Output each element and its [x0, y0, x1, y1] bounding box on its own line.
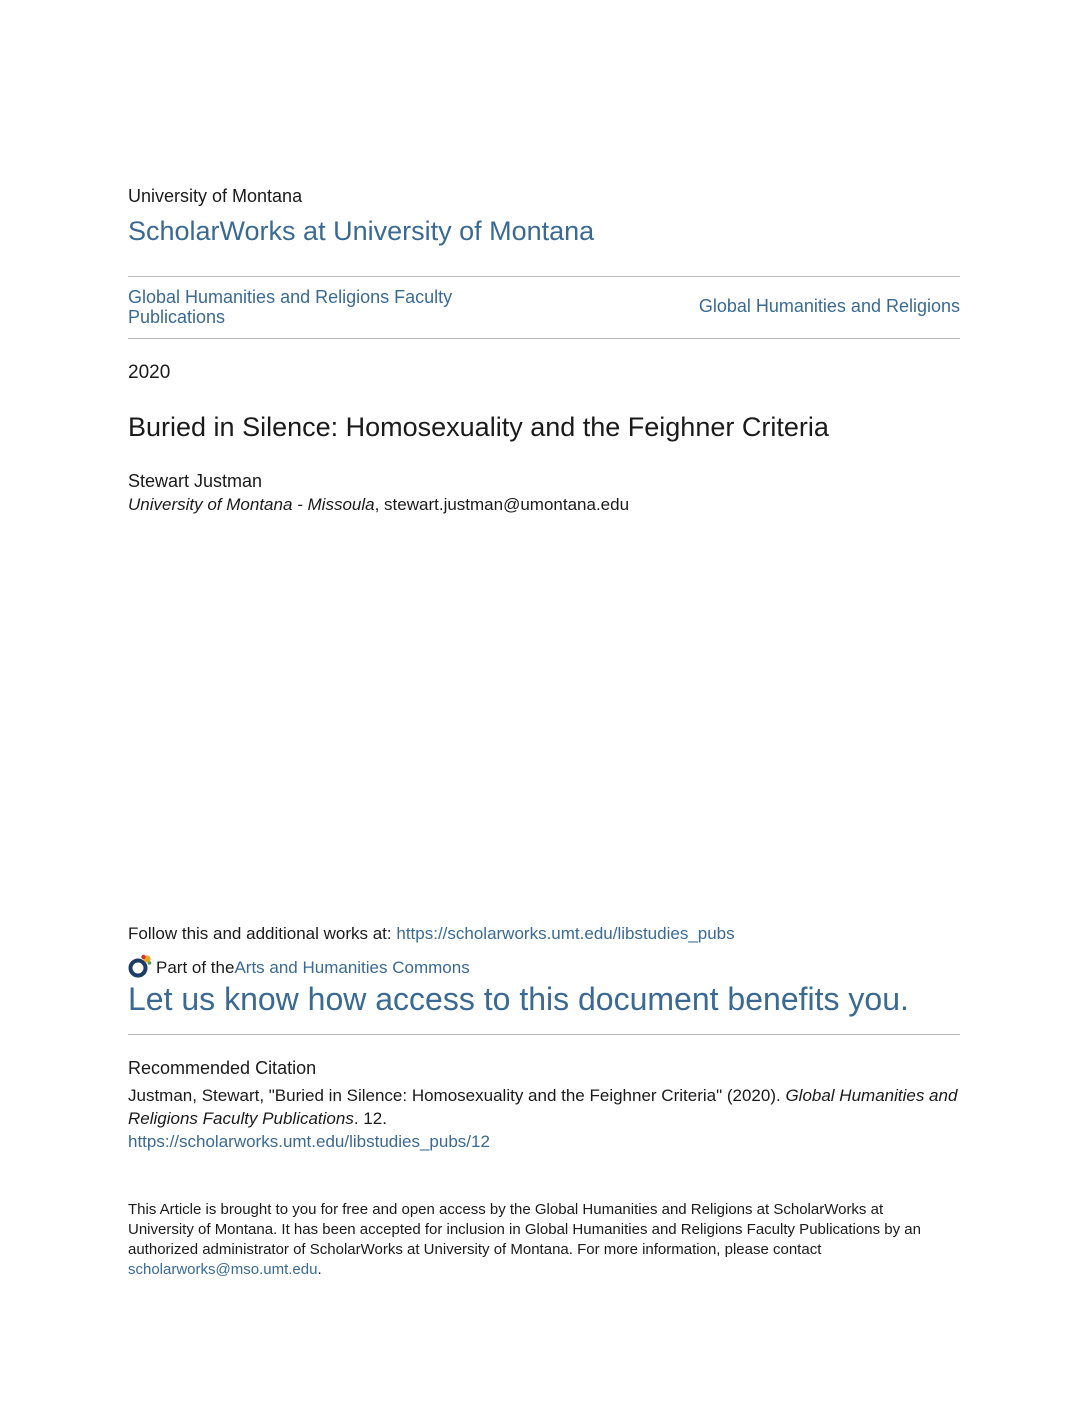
- contact-email-link[interactable]: scholarworks@mso.umt.edu: [128, 1261, 318, 1278]
- follow-url-link[interactable]: https://scholarworks.umt.edu/libstudies_pubs: [396, 924, 735, 943]
- author-email: stewart.justman@umontana.edu: [384, 495, 630, 514]
- follow-line: [128, 924, 735, 944]
- repository-link[interactable]: ScholarWorks at University of Montana: [128, 216, 595, 246]
- notice-end: .: [317, 1261, 322, 1278]
- access-notice: [128, 1200, 948, 1280]
- top-rule: [128, 276, 960, 277]
- commons-link[interactable]: Arts and Humanities Commons: [234, 958, 470, 977]
- header-bottom-rule: [128, 338, 960, 339]
- publication-year: 2020: [128, 362, 171, 383]
- part-of-prefix: Part of the: [156, 958, 235, 977]
- affiliation-separator: ,: [374, 495, 385, 514]
- author-name: Stewart Justman: [128, 471, 263, 491]
- part-of-line: [128, 954, 470, 978]
- citation-series: Global Humanities and Religions Faculty Publications: [128, 1086, 958, 1128]
- network-commons-icon: [128, 954, 152, 978]
- affiliation-name: University of Montana - Missoula: [128, 495, 375, 514]
- citation-rule: [128, 1034, 960, 1035]
- institution-name: University of Montana: [128, 186, 303, 206]
- citation-heading: Recommended Citation: [128, 1058, 317, 1078]
- citation-text: Justman, Stewart, "Buried in Silence: Homosexuality and the Feighner Criteria" (2020).: [128, 1086, 786, 1105]
- citation-body: [128, 1084, 964, 1153]
- notice-text: This Article is brought to you for free and open access by the Global Humanities and Religions at ScholarWorks at University of Montana. It has been accepted for inclusion in Global Humanities and Religions Faculty Publications by an authorized administrator of ScholarWorks at University of Montana. For more information, please contact: [128, 1201, 921, 1258]
- article-title: Buried in Silence: Homosexuality and the Feighner Criteria: [128, 412, 829, 442]
- author-affiliation: [128, 495, 629, 515]
- follow-prefix: Follow this and additional works at:: [128, 924, 397, 943]
- series-link[interactable]: Global Humanities and Religions Faculty Publications: [128, 287, 453, 327]
- department-link[interactable]: Global Humanities and Religions: [698, 296, 960, 316]
- citation-number: . 12.: [353, 1109, 387, 1128]
- benefits-feedback-link[interactable]: Let us know how access to this document benefits you.: [128, 981, 909, 1017]
- citation-url-link[interactable]: https://scholarworks.umt.edu/libstudies_pubs/12: [128, 1132, 490, 1151]
